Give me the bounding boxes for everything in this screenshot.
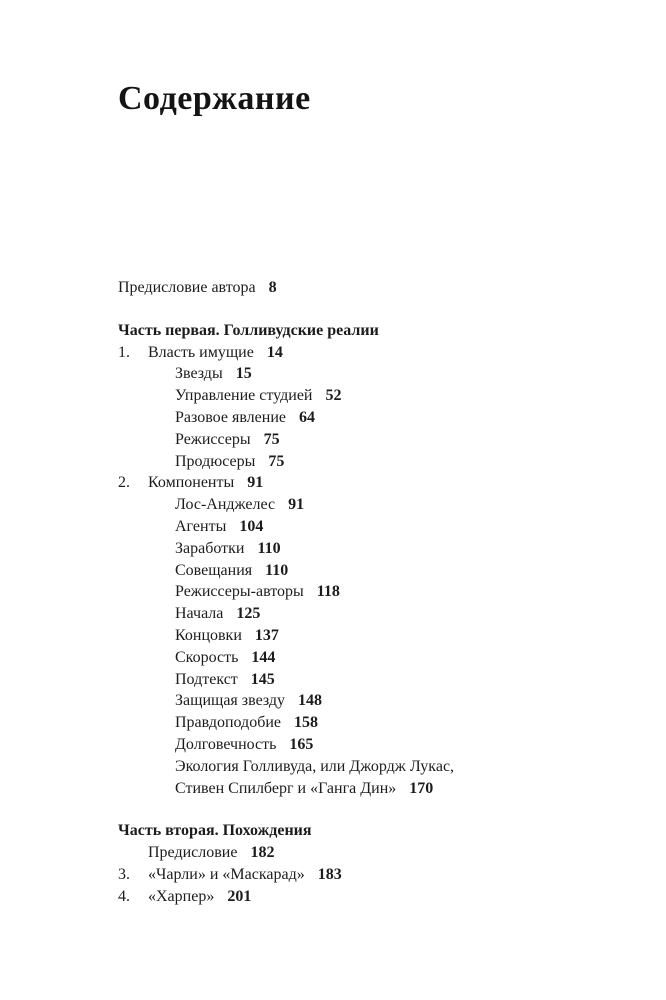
- toc-entry-number: 2.: [118, 474, 130, 492]
- toc-list: [118, 277, 606, 908]
- toc-entry-page-number: 15: [235, 365, 252, 383]
- toc-entry-page-number: 75: [263, 430, 280, 448]
- toc-part-heading: [118, 320, 606, 342]
- toc-entry: [118, 342, 606, 364]
- toc-entry-number: 1.: [118, 343, 130, 361]
- toc-entry-label: Концовки: [175, 626, 242, 644]
- toc-part-heading-label: Часть первая. Голливудские реалии: [118, 321, 379, 339]
- toc-part-heading: [118, 820, 606, 842]
- toc-entry: [118, 842, 606, 864]
- toc-entry-label: Предисловие: [148, 844, 238, 862]
- toc-entry-label: Стивен Спилберг и «Ганга Дин»: [175, 779, 397, 797]
- toc-entry: [118, 690, 606, 712]
- toc-entry-page-number: 75: [268, 452, 285, 470]
- toc-entry: [118, 778, 606, 800]
- toc-entry-page-number: 52: [325, 387, 342, 405]
- toc-entry-page-number: 110: [257, 539, 281, 557]
- toc-entry-label: Звезды: [175, 365, 223, 383]
- toc-entry-page-number: 104: [239, 517, 264, 535]
- toc-entry-label: Скорость: [175, 648, 239, 666]
- toc-entry-label: Предисловие автора: [118, 279, 256, 296]
- toc-entry-page-number: 91: [247, 474, 264, 492]
- toc-entry-label: Лос-Анджелес: [175, 496, 276, 514]
- toc-entry-page-number: 64: [298, 408, 315, 426]
- toc-entry: [118, 886, 606, 908]
- toc-entry-page-number: 145: [250, 670, 275, 688]
- toc-entry-label: Подтекст: [175, 670, 238, 688]
- toc-entry: [118, 516, 606, 538]
- toc-entry-label: Защищая звезду: [175, 692, 286, 710]
- toc-entry-page-number: 144: [251, 648, 276, 666]
- toc-entry: [118, 385, 606, 407]
- toc-entry-page-number: 182: [250, 844, 275, 862]
- toc-entry-label: Режиссеры: [175, 430, 251, 448]
- toc-entry: [118, 669, 606, 691]
- toc-entry-page-number: 148: [298, 692, 323, 710]
- toc-entry: [118, 603, 606, 625]
- toc-entry-page-number: 158: [294, 714, 318, 732]
- toc-entry: [118, 864, 606, 886]
- toc-entry-label: Долговечность: [175, 735, 277, 753]
- toc-entry: [118, 581, 606, 603]
- page-title: Содержание: [118, 80, 311, 117]
- toc-entry-page-number: 170: [409, 779, 434, 797]
- toc-entry-page-number: 14: [266, 343, 283, 361]
- toc-entry: [118, 560, 606, 582]
- toc-entry-page-number: 8: [268, 279, 277, 296]
- toc-entry-page-number: 137: [254, 626, 279, 644]
- toc-entry-page-number: 201: [227, 887, 252, 905]
- toc-entry: [118, 734, 606, 756]
- toc-entry-label: Власть имущие: [148, 343, 254, 361]
- toc-entry-page-number: 118: [316, 583, 340, 601]
- toc-entry: [118, 363, 606, 385]
- toc-entry-label: Компоненты: [148, 474, 235, 492]
- toc-entry-label: «Харпер»: [148, 887, 215, 905]
- toc-entry-label: Начала: [175, 605, 224, 623]
- toc-entry: [118, 647, 606, 669]
- toc-entry-page-number: 183: [317, 865, 342, 883]
- toc-entry: [118, 712, 606, 734]
- toc-entry-page-number: 165: [289, 735, 314, 753]
- toc-entry-number: 4.: [118, 887, 130, 905]
- toc-entry: [118, 451, 606, 473]
- toc-entry: [118, 277, 606, 299]
- toc-entry: [118, 538, 606, 560]
- toc-entry: [118, 494, 606, 516]
- toc-entry-label: Правдоподобие: [175, 714, 281, 732]
- toc-entry-label: Управление студией: [175, 387, 313, 405]
- toc-entry: [118, 407, 606, 429]
- toc-entry-label: Агенты: [175, 517, 227, 535]
- toc-entry-page-number: 110: [265, 561, 289, 579]
- toc-entry-label: Экология Голливуда, или Джордж Лукас,: [175, 757, 455, 775]
- toc-entry-label: «Чарли» и «Маскарад»: [148, 865, 305, 883]
- toc-entry-page-number: 125: [236, 605, 261, 623]
- toc-entry-label: Продюсеры: [175, 452, 256, 470]
- toc-entry-number: 3.: [118, 865, 130, 883]
- toc-entry-label: Заработки: [175, 539, 245, 557]
- toc-entry-page-number: 91: [288, 496, 305, 514]
- toc-part-heading-label: Часть вторая. Похождения: [118, 822, 312, 840]
- toc-entry: [118, 625, 606, 647]
- toc-entry-label: Разовое явление: [175, 408, 286, 426]
- toc-entry: [118, 429, 606, 451]
- toc-entry: [118, 472, 606, 494]
- toc-entry-label: Режиссеры-авторы: [175, 583, 304, 601]
- toc-entry-label: Совещания: [175, 561, 253, 579]
- toc-entry: [118, 756, 606, 778]
